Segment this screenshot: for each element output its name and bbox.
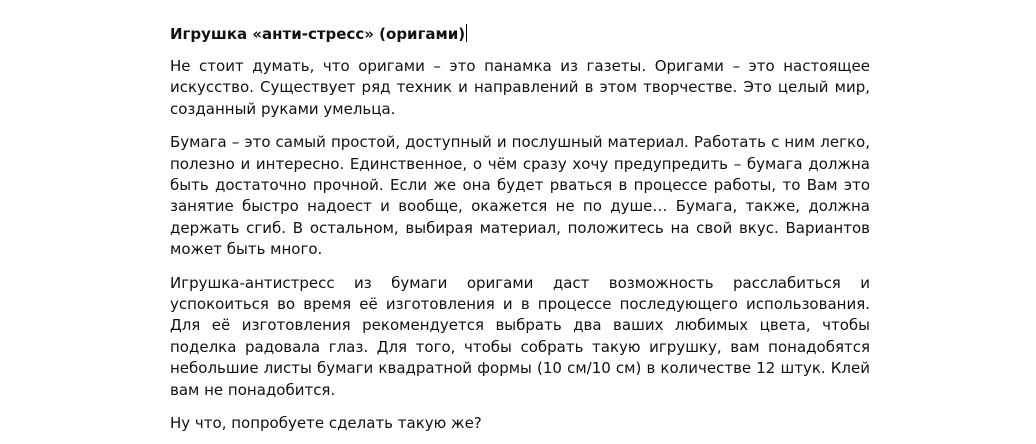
paragraph-4: Ну что, попробуете сделать такую же? <box>170 414 482 433</box>
document-title <box>170 22 870 46</box>
title-text: Игрушка «анти-стресс» (оригами) <box>170 25 466 43</box>
paragraph-1: Не стоит думать, что оригами – это панамка из газеты. Оригами – это настоящее искусство. Существует ряд техник и направлений в этом творчестве. Это целый мир, созданный руками умельца. <box>170 57 870 118</box>
paragraph-3: Игрушка-антистресс из бумаги оригами даст возможность расслабиться и успокоиться во время её изготовления и в процессе последующего использования. Для её изготовления рекомендуется выбрать два ваших любимых цвета, чтобы поделка радовала глаз. Для того, чтобы собрать такую игрушку, вам понадобятся небольшие листы бумаги квадратной формы (10 см/10 см) в количестве 12 штук. Клей вам не понадобится. <box>170 273 870 399</box>
paragraph-2: Бумага – это самый простой, доступный и послушный материал. Работать с ним легко, полезно и интересно. Единственное, о чём сразу хочу предупредить – бумага должна быть достаточно прочной. Если же она будет рваться в процессе работы, то Вам это занятие быстро надоест и вообще, окажется не по душе… Бумага, также, должна держать сгиб. В остальном, выбирая материал, положитесь на свой вкус. Вариантов может быть много. <box>170 133 870 259</box>
document-page[interactable] <box>170 22 870 435</box>
text-cursor <box>466 24 467 42</box>
